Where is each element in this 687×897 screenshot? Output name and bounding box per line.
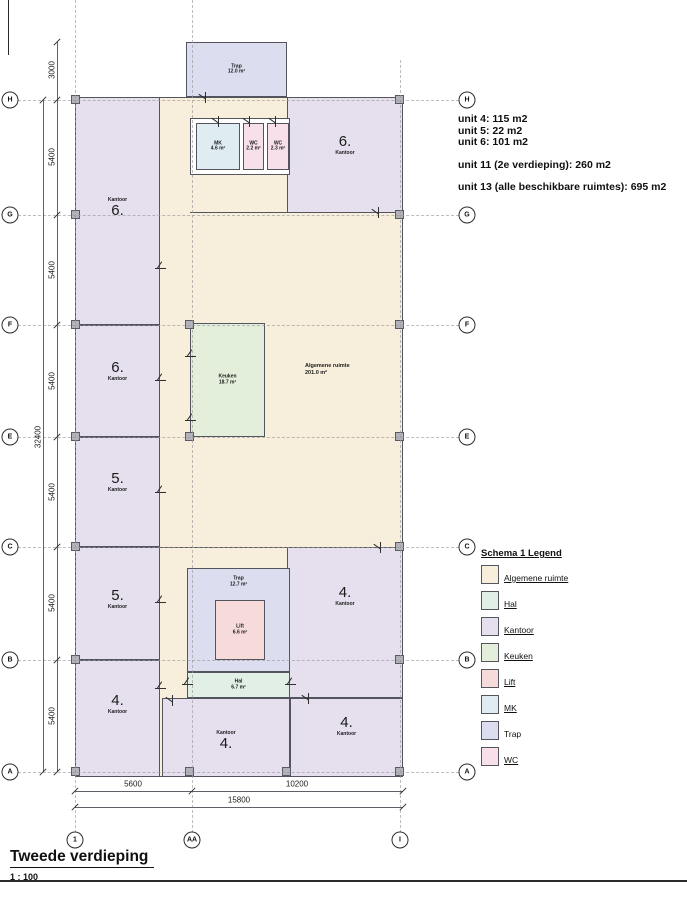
page-title: Tweede verdieping — [10, 848, 154, 868]
dim-label-5400: 5400 — [47, 261, 57, 279]
legend-item-trap — [481, 721, 568, 740]
room-label-trap-top — [228, 64, 245, 75]
dim-label-5400: 5400 — [47, 483, 57, 501]
unit-info-block — [458, 114, 666, 194]
dim-label-5400: 5400 — [47, 148, 57, 166]
grid-bubble-right-A: A — [459, 764, 476, 781]
wall-segment-0 — [190, 212, 287, 213]
area-text: 6.6 m² — [232, 629, 248, 635]
legend-swatch-algemene — [481, 565, 499, 584]
room-label-kantoor-w5 — [108, 693, 127, 715]
room-type-label: Kantoor — [336, 730, 357, 737]
legend-swatch-hal — [481, 591, 499, 610]
legend-label-hal: Hal — [504, 599, 517, 609]
legend-label-algemene: Algemene ruimte — [504, 573, 569, 583]
room-type-label: Kantoor — [107, 603, 128, 610]
grid-bubble-col-1: 1 — [67, 832, 84, 849]
grid-row-line-E — [18, 437, 459, 438]
room-label-wc-1 — [246, 141, 260, 152]
room-type-label: Kantoor — [216, 729, 236, 736]
room-label-kantoor-se-big — [335, 585, 354, 607]
area-text: WC — [273, 140, 283, 146]
room-label-kantoor-ne — [335, 134, 354, 156]
grid-bubble-right-F: F — [459, 317, 476, 334]
room-label-wc-2 — [271, 141, 285, 152]
room-label-trap-bottom — [230, 577, 247, 588]
legend-label-lift: Lift — [504, 677, 516, 687]
dim-label-5600: 5600 — [124, 779, 142, 789]
grid-bubble-left-B: B — [2, 652, 19, 669]
area-text: Keuken — [218, 373, 237, 380]
room-label-hal — [231, 680, 245, 691]
room-number: 4. — [111, 691, 124, 709]
title-block — [10, 848, 154, 882]
room-number: 5. — [111, 470, 124, 487]
area-text: 4.6 m² — [210, 145, 226, 152]
unit-info-line: unit 4: 115 m2 — [458, 113, 528, 125]
legend-swatch-wc — [481, 747, 499, 766]
room-number: 4. — [219, 734, 233, 752]
legend-item-lift — [481, 669, 568, 688]
grid-col-line-AA — [192, 0, 193, 833]
area-text: MK — [214, 140, 222, 146]
dim-label-15800: 15800 — [227, 795, 251, 805]
room-kantoor-se-big — [287, 547, 403, 698]
grid-bubble-right-C: C — [459, 539, 476, 556]
legend-label-kantoor: Kantoor — [504, 625, 534, 635]
room-number: 5. — [111, 586, 124, 604]
legend — [481, 548, 568, 773]
room-type-label: Kantoor — [107, 708, 128, 715]
unit-info-line: unit 13 (alle beschikbare ruimtes): 695 m2 — [458, 181, 667, 193]
page-frame-left — [8, 0, 9, 55]
room-label-kantoor-w2 — [108, 360, 127, 382]
legend-swatch-kantoor — [481, 617, 499, 636]
area-text: Trap — [231, 63, 242, 69]
legend-swatch-mk — [481, 695, 499, 714]
room-label-kantoor-w4 — [108, 588, 127, 610]
grid-row-line-G — [18, 215, 459, 216]
room-type-label: Kantoor — [335, 600, 355, 607]
dim-label-10200: 10200 — [285, 779, 309, 789]
unit-info-line: unit 5: 22 m2 — [458, 124, 523, 137]
dim-label-3000: 3000 — [47, 61, 57, 79]
grid-row-line-C — [18, 547, 459, 548]
legend-swatch-keuken — [481, 643, 499, 662]
grid-bubble-left-H: H — [2, 92, 19, 109]
grid-bubble-left-A: A — [2, 764, 19, 781]
grid-bubble-right-B: B — [459, 652, 476, 669]
room-label-mk — [211, 141, 225, 152]
room-type-label: Kantoor — [335, 150, 355, 156]
room-number: 4. — [338, 583, 352, 601]
legend-label-keuken: Keuken — [504, 651, 533, 661]
grid-row-line-F — [18, 325, 459, 326]
dim-label-5400: 5400 — [47, 594, 57, 612]
dim-label-32400: 32400 — [33, 425, 43, 449]
area-text: 2.2 m² — [246, 145, 261, 152]
legend-item-hal — [481, 591, 568, 610]
area-text: 18.7 m² — [218, 379, 237, 385]
room-number: 6. — [111, 359, 124, 376]
algemene-ruimte-label — [305, 363, 350, 376]
legend-item-keuken — [481, 643, 568, 662]
room-type-label: Kantoor — [107, 376, 128, 382]
grid-bubble-right-H: H — [459, 92, 476, 109]
dim-line-bottom-inner — [75, 791, 403, 792]
dim-line-left-inner — [57, 42, 58, 772]
area-text: 6.7 m² — [231, 684, 246, 690]
legend-item-mk — [481, 695, 568, 714]
room-label-kantoor-se — [337, 715, 356, 737]
legend-label-trap: Trap — [504, 729, 522, 739]
room-label-lift — [233, 625, 247, 636]
grid-bubble-col-AA: AA — [184, 832, 201, 849]
room-kantoor-w5 — [75, 660, 160, 777]
float-text: 201.0 m² — [305, 369, 328, 376]
legend-items — [481, 565, 568, 766]
grid-bubble-right-G: G — [459, 207, 476, 224]
grid-row-line-A — [18, 772, 459, 773]
legend-label-mk: MK — [504, 703, 517, 713]
room-label-kantoor-nw — [108, 197, 127, 219]
scale-label: 1 : 100 — [10, 872, 39, 882]
grid-bubble-left-F: F — [2, 317, 19, 334]
grid-bubble-left-C: C — [2, 539, 19, 556]
grid-row-line-H — [18, 100, 459, 101]
room-label-kantoor-s-mid — [216, 730, 235, 752]
area-text: 2.3 m² — [270, 145, 286, 152]
area-text: WC — [249, 140, 258, 146]
dim-line-left-outer — [43, 100, 44, 772]
legend-label-wc: WC — [504, 755, 519, 765]
unit-info-line: unit 11 (2e verdieping): 260 m2 — [458, 158, 611, 171]
dim-label-5400: 5400 — [47, 707, 57, 725]
room-label-keuken — [218, 375, 236, 386]
legend-swatch-lift — [481, 669, 499, 688]
grid-bubble-col-I: I — [392, 832, 409, 849]
dim-line-bottom-outer — [75, 807, 403, 808]
grid-bubble-left-G: G — [2, 207, 19, 224]
area-text: Hal — [234, 678, 243, 685]
area-text: 12.0 m² — [227, 68, 246, 75]
legend-item-kantoor — [481, 617, 568, 636]
legend-item-wc — [481, 747, 568, 766]
grid-bubble-right-E: E — [459, 429, 476, 446]
legend-swatch-trap — [481, 721, 499, 740]
room-type-label: Kantoor — [107, 487, 128, 493]
grid-col-line-I — [400, 60, 401, 833]
area-text: 12.7 m² — [229, 581, 248, 587]
grid-bubble-left-E: E — [2, 429, 19, 446]
room-number: 6. — [111, 202, 124, 219]
area-text: Trap — [233, 575, 244, 582]
dim-label-5400: 5400 — [47, 372, 57, 390]
room-number: 4. — [340, 713, 353, 731]
float-text: Algemene ruimte — [305, 363, 350, 369]
legend-title: Schema 1 Legend — [481, 548, 562, 559]
legend-item-algemene — [481, 565, 568, 584]
area-text: Lift — [236, 623, 244, 630]
room-number: 6. — [338, 133, 352, 150]
grid-row-line-B — [18, 660, 459, 661]
grid-col-line-1 — [75, 0, 76, 833]
room-kantoor-se — [290, 698, 403, 777]
room-label-kantoor-w3 — [108, 471, 127, 493]
room-type-label: Kantoor — [107, 197, 128, 203]
unit-info-line: unit 6: 101 m2 — [458, 136, 529, 148]
